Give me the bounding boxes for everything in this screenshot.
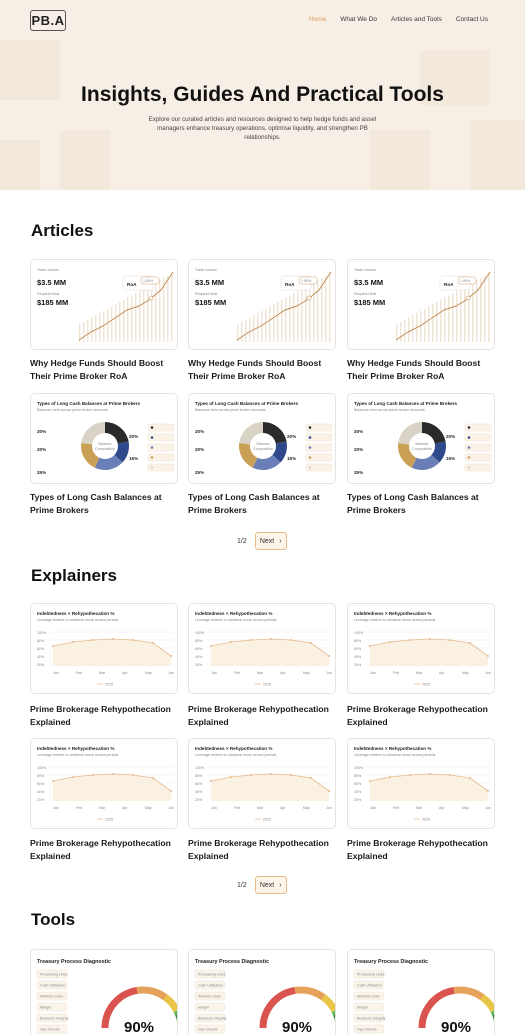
- svg-text:100%: 100%: [354, 631, 364, 635]
- svg-text:Margin: Margin: [198, 1005, 209, 1010]
- svg-text:20%: 20%: [195, 663, 203, 667]
- brand-logo[interactable]: PB.A: [30, 10, 66, 31]
- svg-text:Jun: Jun: [326, 806, 332, 810]
- svg-text:20%: 20%: [354, 429, 364, 434]
- svg-text:20%: 20%: [354, 798, 362, 802]
- donut-center-label: Balance: [98, 442, 112, 446]
- explainer-card[interactable]: [188, 603, 336, 694]
- nav-articles-tools[interactable]: Articles and Tools: [391, 16, 442, 23]
- svg-text:Apr: Apr: [280, 671, 286, 675]
- svg-text:Feb: Feb: [76, 806, 83, 810]
- balance-donut-chart: [31, 394, 178, 484]
- svg-text:2025: 2025: [105, 817, 113, 822]
- svg-text:100%: 100%: [37, 766, 47, 770]
- amount-bottom: $185 MM: [37, 298, 69, 307]
- svg-text:100%: 100%: [195, 766, 205, 770]
- svg-text:Composition: Composition: [253, 447, 273, 451]
- explainer-caption[interactable]: Prime Brokerage Rehypothecation Explained: [188, 838, 329, 861]
- svg-text:60%: 60%: [37, 782, 45, 786]
- rehypothecation-chart: [31, 604, 178, 694]
- svg-text:Required float: Required float: [37, 292, 60, 296]
- svg-text:Jun: Jun: [326, 671, 332, 675]
- next-label: Next: [259, 537, 275, 545]
- svg-text:Jan: Jan: [370, 671, 376, 675]
- roa-chart: [31, 260, 178, 350]
- donut-center-label: Balance: [415, 442, 429, 446]
- svg-text:20%: 20%: [129, 434, 139, 439]
- chevron-right-icon: ›: [279, 537, 282, 545]
- svg-text:20%: 20%: [287, 434, 297, 439]
- rehypothecation-chart: [31, 739, 178, 829]
- tool-card[interactable]: [347, 949, 495, 1035]
- article-caption[interactable]: Why Hedge Funds Should Boost Their Prime Broker RoA: [347, 358, 481, 381]
- roa-value: 1.89%: [301, 279, 312, 283]
- tool-heading: Treasury Process Diagnostic: [354, 959, 429, 965]
- svg-text:Mar: Mar: [416, 671, 423, 675]
- svg-text:Leverage relative to collatera: Leverage relative to collateral reuse across periods: [354, 618, 436, 622]
- svg-text:40%: 40%: [37, 655, 45, 659]
- svg-text:Apr: Apr: [280, 806, 286, 810]
- svg-text:60%: 60%: [195, 782, 203, 786]
- svg-text:Mar: Mar: [257, 806, 264, 810]
- page-indicator: 1/2: [237, 537, 247, 545]
- svg-text:15%: 15%: [287, 456, 297, 461]
- svg-text:Jan: Jan: [53, 806, 59, 810]
- svg-text:20%: 20%: [37, 798, 45, 802]
- section-title-explainers: Explainers: [31, 566, 117, 585]
- svg-text:Margin: Margin: [40, 1005, 51, 1010]
- svg-text:Leverage relative to collatera: Leverage relative to collateral reuse across periods: [195, 618, 277, 622]
- svg-text:May: May: [145, 806, 152, 810]
- section-title-articles: Articles: [31, 221, 94, 240]
- donut-center-label: Balance: [256, 442, 270, 446]
- svg-text:60%: 60%: [37, 647, 45, 651]
- donut-heading: Types of Long Cash Balances at Prime Brokers: [37, 401, 141, 406]
- roa-value: 1.89%: [460, 279, 471, 283]
- explainer-heading: Indebtedness × Rehypothecation %: [37, 746, 115, 751]
- svg-text:20%: 20%: [195, 798, 203, 802]
- article-card-balances[interactable]: [188, 393, 336, 484]
- svg-text:40%: 40%: [195, 655, 203, 659]
- article-caption[interactable]: Types of Long Cash Balances at Prime Brokers: [188, 492, 320, 515]
- article-card-roa[interactable]: [347, 259, 495, 350]
- svg-text:Whitelist Links: Whitelist Links: [357, 994, 380, 999]
- article-caption[interactable]: Why Hedge Funds Should Boost Their Prime Broker RoA: [30, 358, 164, 381]
- svg-text:20%: 20%: [354, 663, 362, 667]
- svg-text:2025: 2025: [422, 817, 430, 822]
- svg-text:100%: 100%: [195, 631, 205, 635]
- svg-text:15%: 15%: [129, 456, 139, 461]
- svg-text:Jun: Jun: [485, 806, 491, 810]
- svg-text:100%: 100%: [354, 766, 364, 770]
- svg-text:Trade volume: Trade volume: [354, 268, 376, 272]
- svg-text:Feb: Feb: [393, 671, 400, 675]
- svg-text:2025: 2025: [422, 682, 430, 687]
- svg-text:Feb: Feb: [76, 671, 83, 675]
- svg-text:Jan: Jan: [211, 806, 217, 810]
- svg-text:May: May: [303, 671, 310, 675]
- nav-home[interactable]: Home: [308, 16, 327, 23]
- explainer-card[interactable]: [347, 738, 495, 829]
- svg-text:May: May: [303, 806, 310, 810]
- svg-text:20%: 20%: [37, 447, 47, 452]
- svg-text:Whitelist Links: Whitelist Links: [40, 994, 63, 999]
- section-title-tools: Tools: [31, 910, 76, 929]
- gauge-value: 90%: [281, 1019, 313, 1035]
- svg-text:Composition: Composition: [95, 447, 115, 451]
- roa-chart: [348, 260, 495, 350]
- next-label: Next: [259, 881, 275, 889]
- next-button[interactable]: [255, 876, 287, 894]
- donut-heading: Types of Long Cash Balances at Prime Brokers: [354, 401, 458, 406]
- explainers-pager: [237, 876, 287, 894]
- svg-text:2025: 2025: [263, 682, 271, 687]
- gauge-value: 90%: [123, 1019, 155, 1035]
- explainer-caption[interactable]: Prime Brokerage Rehypothecation Explained: [30, 838, 171, 861]
- explainer-card[interactable]: [30, 738, 178, 829]
- svg-text:Composition: Composition: [412, 447, 432, 451]
- svg-text:2025: 2025: [263, 817, 271, 822]
- svg-text:Leverage relative to collatera: Leverage relative to collateral reuse across periods: [37, 618, 119, 622]
- svg-text:Balances held across prime bro: Balances held across prime broker accounts: [37, 408, 108, 412]
- svg-text:Jan: Jan: [370, 806, 376, 810]
- tool-card[interactable]: [188, 949, 336, 1035]
- explainer-card[interactable]: [188, 738, 336, 829]
- svg-text:20%: 20%: [37, 663, 45, 667]
- svg-text:25%: 25%: [195, 470, 205, 475]
- explainer-heading: Indebtedness × Rehypothecation %: [195, 611, 273, 616]
- explainer-caption[interactable]: Prime Brokerage Rehypothecation Explained: [347, 704, 488, 727]
- svg-text:May: May: [462, 806, 469, 810]
- svg-text:May: May: [462, 671, 469, 675]
- article-card-roa[interactable]: [30, 259, 178, 350]
- svg-text:Leverage relative to collatera: Leverage relative to collateral reuse across periods: [354, 753, 436, 757]
- svg-text:80%: 80%: [37, 639, 45, 643]
- diagnostic-gauge: [348, 950, 495, 1035]
- rehypothecation-chart: [189, 604, 336, 694]
- roa-label: RoA: [127, 282, 137, 287]
- svg-text:Required float: Required float: [354, 292, 377, 296]
- article-card-balances[interactable]: [30, 393, 178, 484]
- diagnostic-gauge: [31, 950, 178, 1035]
- svg-text:Cash Utilisation: Cash Utilisation: [40, 983, 65, 988]
- svg-text:Balances held across prime bro: Balances held across prime broker accounts: [354, 408, 425, 412]
- svg-text:Apr: Apr: [439, 671, 445, 675]
- donut-heading: Types of Long Cash Balances at Prime Brokers: [195, 401, 299, 406]
- rehypothecation-chart: [348, 739, 495, 829]
- rehypothecation-chart: [189, 739, 336, 829]
- next-button[interactable]: [255, 532, 287, 550]
- svg-text:Jan: Jan: [211, 671, 217, 675]
- svg-text:60%: 60%: [195, 647, 203, 651]
- svg-text:Leverage relative to collatera: Leverage relative to collateral reuse across periods: [37, 753, 119, 757]
- explainer-heading: Indebtedness × Rehypothecation %: [354, 611, 432, 616]
- tool-heading: Treasury Process Diagnostic: [195, 959, 270, 965]
- explainer-caption[interactable]: Prime Brokerage Rehypothecation Explained: [30, 704, 171, 727]
- svg-text:Apr: Apr: [122, 671, 128, 675]
- svg-text:Jun: Jun: [485, 671, 491, 675]
- roa-label: RoA: [285, 282, 295, 287]
- article-caption[interactable]: Types of Long Cash Balances at Prime Brokers: [347, 492, 479, 515]
- balance-donut-chart: [189, 394, 336, 484]
- svg-text:Business Integrity: Business Integrity: [40, 1016, 69, 1021]
- svg-text:Whitelist Links: Whitelist Links: [198, 994, 221, 999]
- svg-text:Jun: Jun: [168, 806, 174, 810]
- svg-text:20%: 20%: [354, 447, 364, 452]
- rehypothecation-chart: [348, 604, 495, 694]
- svg-text:Apr: Apr: [439, 806, 445, 810]
- amount-bottom: $185 MM: [354, 298, 386, 307]
- svg-text:Jun: Jun: [168, 671, 174, 675]
- svg-text:40%: 40%: [37, 790, 45, 794]
- hero-subtitle: Explore our curated articles and resources designed to help hedge funds and asset managers enhance treasury operations, optimise liquidity, and strengthen PB relationships.: [148, 116, 377, 141]
- page-title: Insights, Guides And Practical Tools: [81, 83, 444, 106]
- svg-text:Cash Utilisation: Cash Utilisation: [357, 983, 382, 988]
- svg-text:40%: 40%: [195, 790, 203, 794]
- svg-text:20%: 20%: [37, 429, 47, 434]
- explainer-caption[interactable]: Prime Brokerage Rehypothecation Explained: [188, 704, 329, 727]
- svg-text:Mar: Mar: [416, 806, 423, 810]
- amount-top: $3.5 MM: [354, 278, 384, 287]
- explainer-heading: Indebtedness × Rehypothecation %: [195, 746, 273, 751]
- svg-text:Feb: Feb: [234, 806, 241, 810]
- svg-text:Jan: Jan: [53, 671, 59, 675]
- svg-text:20%: 20%: [195, 447, 205, 452]
- balance-donut-chart: [348, 394, 495, 484]
- svg-text:20%: 20%: [446, 434, 456, 439]
- gauge-value: 90%: [440, 1019, 472, 1035]
- main-nav: [309, 16, 488, 23]
- article-card-balances[interactable]: [347, 393, 495, 484]
- svg-text:Mar: Mar: [99, 806, 106, 810]
- amount-top: $3.5 MM: [37, 278, 67, 287]
- explainer-caption[interactable]: Prime Brokerage Rehypothecation Explained: [347, 838, 488, 861]
- svg-text:80%: 80%: [195, 639, 203, 643]
- roa-chart: [189, 260, 336, 350]
- svg-text:Mar: Mar: [99, 671, 106, 675]
- tool-card[interactable]: [30, 949, 178, 1035]
- explainer-heading: Indebtedness × Rehypothecation %: [37, 611, 115, 616]
- explainer-card[interactable]: [347, 603, 495, 694]
- svg-text:25%: 25%: [354, 470, 364, 475]
- svg-text:80%: 80%: [195, 774, 203, 778]
- svg-text:60%: 60%: [354, 647, 362, 651]
- svg-text:Feb: Feb: [234, 671, 241, 675]
- hero-banner: [0, 0, 525, 190]
- roa-value: 1.89%: [143, 279, 154, 283]
- svg-text:Apr: Apr: [122, 806, 128, 810]
- nav-contact-us[interactable]: Contact Us: [455, 16, 488, 23]
- svg-text:80%: 80%: [37, 774, 45, 778]
- svg-text:100%: 100%: [37, 631, 47, 635]
- svg-text:Processing Lines: Processing Lines: [357, 972, 385, 977]
- diagnostic-gauge: [189, 950, 336, 1035]
- svg-text:80%: 80%: [354, 639, 362, 643]
- svg-text:Mar: Mar: [257, 671, 264, 675]
- page-indicator: 1/2: [237, 881, 247, 889]
- svg-text:60%: 60%: [354, 782, 362, 786]
- svg-text:Processing Lines: Processing Lines: [198, 972, 226, 977]
- svg-text:40%: 40%: [354, 655, 362, 659]
- article-caption[interactable]: Why Hedge Funds Should Boost Their Prime Broker RoA: [188, 358, 322, 381]
- article-card-roa[interactable]: [188, 259, 336, 350]
- svg-text:Ops Checks: Ops Checks: [357, 1027, 377, 1032]
- svg-text:Ops Checks: Ops Checks: [40, 1027, 60, 1032]
- svg-text:25%: 25%: [37, 470, 47, 475]
- svg-text:May: May: [145, 671, 152, 675]
- svg-text:40%: 40%: [354, 790, 362, 794]
- svg-text:Cash Utilisation: Cash Utilisation: [198, 983, 223, 988]
- articles-pager: [237, 532, 287, 550]
- svg-text:20%: 20%: [195, 429, 205, 434]
- svg-text:Business Integrity: Business Integrity: [357, 1016, 386, 1021]
- amount-top: $3.5 MM: [195, 278, 225, 287]
- chevron-right-icon: ›: [279, 881, 282, 889]
- article-caption[interactable]: Types of Long Cash Balances at Prime Brokers: [30, 492, 162, 515]
- svg-text:Business Integrity: Business Integrity: [198, 1016, 227, 1021]
- svg-text:2025: 2025: [105, 682, 113, 687]
- roa-label: RoA: [444, 282, 454, 287]
- explainer-heading: Indebtedness × Rehypothecation %: [354, 746, 432, 751]
- svg-text:Ops Checks: Ops Checks: [198, 1027, 218, 1032]
- svg-text:Feb: Feb: [393, 806, 400, 810]
- nav-what-we-do[interactable]: What We Do: [340, 16, 378, 23]
- tool-heading: Treasury Process Diagnostic: [37, 959, 112, 965]
- svg-text:Required float: Required float: [195, 292, 218, 296]
- explainer-card[interactable]: [30, 603, 178, 694]
- svg-text:Trade volume: Trade volume: [195, 268, 217, 272]
- svg-text:Balances held across prime bro: Balances held across prime broker accounts: [195, 408, 266, 412]
- svg-text:Processing Lines: Processing Lines: [40, 972, 68, 977]
- svg-text:Leverage relative to collatera: Leverage relative to collateral reuse across periods: [195, 753, 277, 757]
- svg-text:15%: 15%: [446, 456, 456, 461]
- svg-text:Margin: Margin: [357, 1005, 368, 1010]
- amount-bottom: $185 MM: [195, 298, 227, 307]
- svg-text:Trade volume: Trade volume: [37, 268, 59, 272]
- svg-text:80%: 80%: [354, 774, 362, 778]
